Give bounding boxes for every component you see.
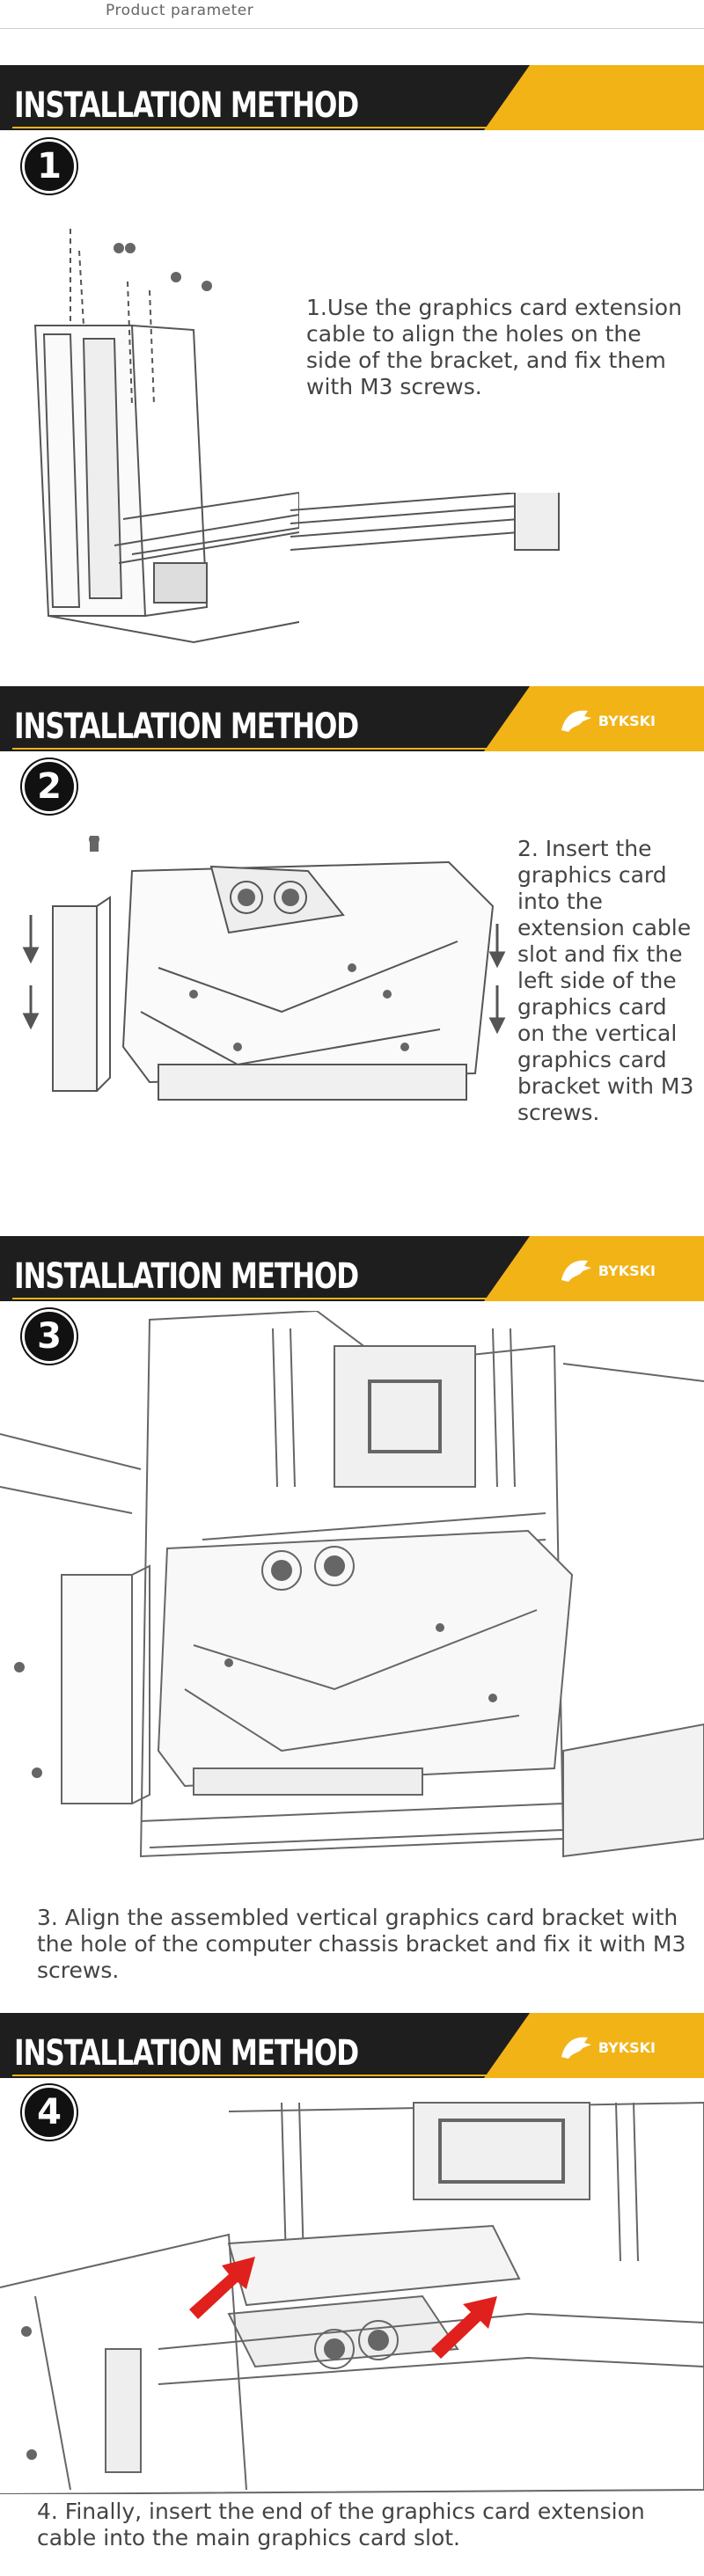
bracket-illustration xyxy=(18,229,299,669)
step-4-instruction: 4. Finally, insert the end of the graphics card extension cable into the main graphics card slot. xyxy=(37,2499,645,2550)
section-title: INSTALLATION METHOD xyxy=(14,85,359,126)
brand-logo xyxy=(558,1255,656,1285)
header-divider xyxy=(0,28,704,29)
brand-logo-text: BYKSKI xyxy=(598,1262,656,1279)
dragon-logo-icon xyxy=(558,1255,595,1285)
brand-logo-text: BYKSKI xyxy=(598,2038,656,2056)
brand-logo-text: BYKSKI xyxy=(598,712,656,729)
banner-accent xyxy=(484,65,704,130)
step-1-instruction: 1.Use the graphics card extension cable to align the holes on the side of the bracket, and fix them with M3 screws. xyxy=(306,295,682,399)
section-title: INSTALLATION METHOD xyxy=(14,1256,359,1297)
graphics-card-insertion-illustration xyxy=(18,836,510,1117)
step-number-badge: 2 xyxy=(22,759,77,814)
step-3-instruction: 3. Align the assembled vertical graphics card bracket with the hole of the computer chassis bracket and fix it with M3 screws. xyxy=(37,1905,686,1983)
title-underline xyxy=(12,127,505,128)
section-title: INSTALLATION METHOD xyxy=(14,2033,359,2074)
extension-cable-illustration xyxy=(290,493,572,581)
chassis-mounting-illustration xyxy=(0,1311,704,1874)
title-underline xyxy=(12,1298,505,1299)
section-2-banner xyxy=(0,686,704,751)
section-title: INSTALLATION METHOD xyxy=(14,706,359,747)
brand-logo xyxy=(558,2032,656,2062)
dragon-logo-icon xyxy=(558,2032,595,2062)
title-underline xyxy=(12,748,505,750)
step-number-badge: 1 xyxy=(22,139,77,194)
step-number-badge: 4 xyxy=(22,2085,77,2140)
step-2-instruction: 2. Insert the graphics card into the extension cable slot and fix the left side of the graphics card on the vertical graphics card bracket with M3 screws. xyxy=(517,836,694,1125)
cable-insertion-illustration xyxy=(0,2085,704,2494)
section-1-banner xyxy=(0,65,704,130)
product-parameter-label: Product parameter xyxy=(106,2,254,19)
title-underline xyxy=(12,2075,505,2076)
section-3-banner xyxy=(0,1236,704,1301)
section-4-banner xyxy=(0,2013,704,2078)
step-number-badge: 3 xyxy=(22,1309,77,1364)
brand-logo xyxy=(558,706,656,735)
dragon-logo-icon xyxy=(558,706,595,735)
